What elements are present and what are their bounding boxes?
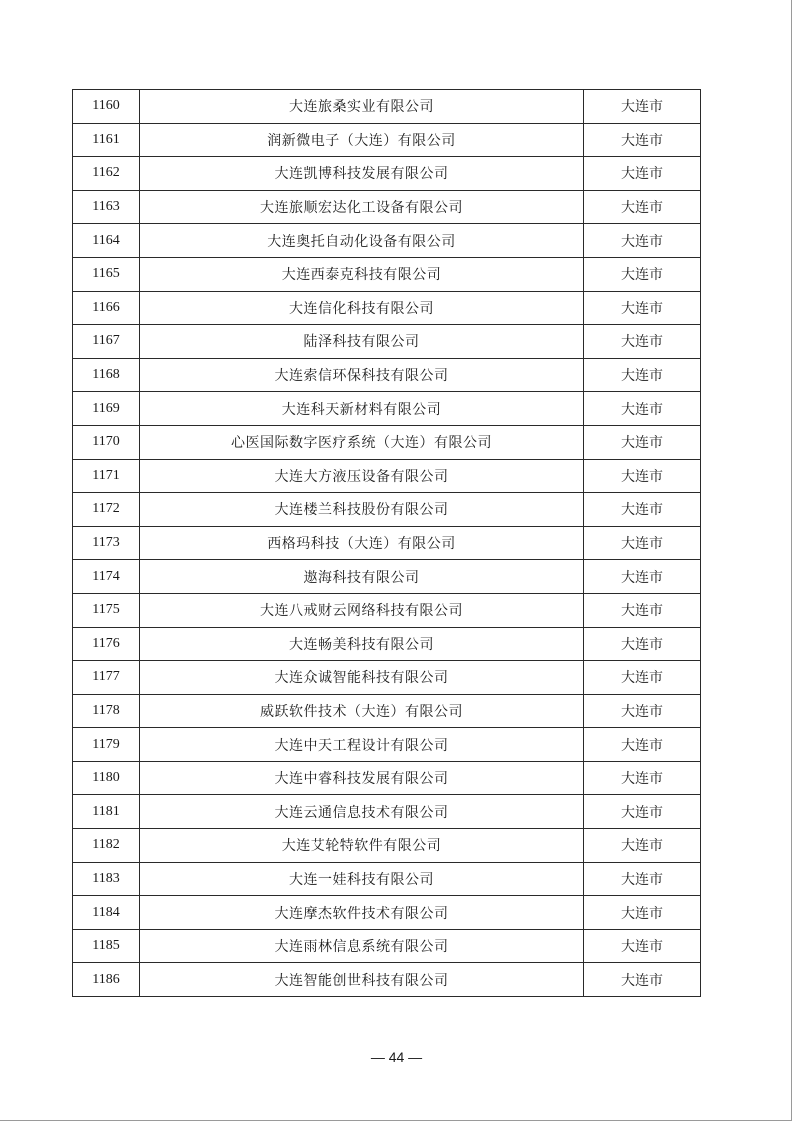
city-cell: 大连市 <box>584 325 701 359</box>
row-number-cell: 1182 <box>73 829 140 863</box>
company-name-cell: 西格玛科技（大连）有限公司 <box>140 526 584 560</box>
city-cell: 大连市 <box>584 963 701 997</box>
row-number-cell: 1181 <box>73 795 140 829</box>
table-row <box>73 358 701 392</box>
table-row <box>73 661 701 695</box>
company-name-cell: 遨海科技有限公司 <box>140 560 584 594</box>
row-number-cell: 1160 <box>73 90 140 124</box>
table-row <box>73 593 701 627</box>
table-row <box>73 392 701 426</box>
row-number-cell: 1161 <box>73 123 140 157</box>
row-number-cell: 1176 <box>73 627 140 661</box>
company-name-cell: 大连大方液压设备有限公司 <box>140 459 584 493</box>
company-name-cell: 大连凯博科技发展有限公司 <box>140 157 584 191</box>
company-name-cell: 大连科天新材料有限公司 <box>140 392 584 426</box>
table-row <box>73 425 701 459</box>
city-cell: 大连市 <box>584 728 701 762</box>
company-name-cell: 大连中睿科技发展有限公司 <box>140 761 584 795</box>
company-name-cell: 大连中天工程设计有限公司 <box>140 728 584 762</box>
city-cell: 大连市 <box>584 190 701 224</box>
table-row <box>73 795 701 829</box>
row-number-cell: 1185 <box>73 929 140 963</box>
row-number-cell: 1170 <box>73 425 140 459</box>
company-name-cell: 大连云通信息技术有限公司 <box>140 795 584 829</box>
row-number-cell: 1171 <box>73 459 140 493</box>
city-cell: 大连市 <box>584 661 701 695</box>
table-row <box>73 493 701 527</box>
company-name-cell: 大连八戒财云网络科技有限公司 <box>140 593 584 627</box>
company-name-cell: 大连楼兰科技股份有限公司 <box>140 493 584 527</box>
table-row <box>73 325 701 359</box>
page-number: — 44 — <box>370 1049 423 1065</box>
company-name-cell: 陆泽科技有限公司 <box>140 325 584 359</box>
city-cell: 大连市 <box>584 257 701 291</box>
row-number-cell: 1167 <box>73 325 140 359</box>
row-number-cell: 1180 <box>73 761 140 795</box>
row-number-cell: 1166 <box>73 291 140 325</box>
table-row <box>73 761 701 795</box>
city-cell: 大连市 <box>584 560 701 594</box>
table-row <box>73 157 701 191</box>
row-number-cell: 1186 <box>73 963 140 997</box>
company-name-cell: 大连艾轮特软件有限公司 <box>140 829 584 863</box>
city-cell: 大连市 <box>584 224 701 258</box>
row-number-cell: 1162 <box>73 157 140 191</box>
city-cell: 大连市 <box>584 862 701 896</box>
table-row <box>73 694 701 728</box>
company-name-cell: 大连索信环保科技有限公司 <box>140 358 584 392</box>
table-body <box>73 90 701 997</box>
city-cell: 大连市 <box>584 896 701 930</box>
row-number-cell: 1183 <box>73 862 140 896</box>
company-name-cell: 大连摩杰软件技术有限公司 <box>140 896 584 930</box>
row-number-cell: 1168 <box>73 358 140 392</box>
company-name-cell: 大连旅桑实业有限公司 <box>140 90 584 124</box>
row-number-cell: 1174 <box>73 560 140 594</box>
row-number-cell: 1164 <box>73 224 140 258</box>
row-number-cell: 1184 <box>73 896 140 930</box>
table-row <box>73 829 701 863</box>
table-row <box>73 224 701 258</box>
table-row <box>73 257 701 291</box>
table-row <box>73 560 701 594</box>
city-cell: 大连市 <box>584 358 701 392</box>
row-number-cell: 1163 <box>73 190 140 224</box>
company-name-cell: 大连奥托自动化设备有限公司 <box>140 224 584 258</box>
city-cell: 大连市 <box>584 123 701 157</box>
city-cell: 大连市 <box>584 493 701 527</box>
company-name-cell: 大连畅美科技有限公司 <box>140 627 584 661</box>
row-number-cell: 1177 <box>73 661 140 695</box>
city-cell: 大连市 <box>584 425 701 459</box>
company-name-cell: 大连西泰克科技有限公司 <box>140 257 584 291</box>
city-cell: 大连市 <box>584 90 701 124</box>
table-row <box>73 862 701 896</box>
company-name-cell: 威跃软件技术（大连）有限公司 <box>140 694 584 728</box>
row-number-cell: 1178 <box>73 694 140 728</box>
table-row <box>73 291 701 325</box>
company-name-cell: 大连智能创世科技有限公司 <box>140 963 584 997</box>
city-cell: 大连市 <box>584 829 701 863</box>
company-name-cell: 大连旅顺宏达化工设备有限公司 <box>140 190 584 224</box>
city-cell: 大连市 <box>584 157 701 191</box>
city-cell: 大连市 <box>584 694 701 728</box>
table-row <box>73 627 701 661</box>
city-cell: 大连市 <box>584 526 701 560</box>
table-row <box>73 90 701 124</box>
table-row <box>73 190 701 224</box>
company-name-cell: 心医国际数字医疗系统（大连）有限公司 <box>140 425 584 459</box>
row-number-cell: 1172 <box>73 493 140 527</box>
row-number-cell: 1165 <box>73 257 140 291</box>
city-cell: 大连市 <box>584 627 701 661</box>
company-name-cell: 大连雨林信息系统有限公司 <box>140 929 584 963</box>
table-row <box>73 896 701 930</box>
company-name-cell: 大连信化科技有限公司 <box>140 291 584 325</box>
company-name-cell: 润新微电子（大连）有限公司 <box>140 123 584 157</box>
table-row <box>73 929 701 963</box>
company-name-cell: 大连众诚智能科技有限公司 <box>140 661 584 695</box>
table-row <box>73 963 701 997</box>
row-number-cell: 1175 <box>73 593 140 627</box>
row-number-cell: 1169 <box>73 392 140 426</box>
company-list-table <box>72 89 701 997</box>
table-row <box>73 459 701 493</box>
row-number-cell: 1173 <box>73 526 140 560</box>
city-cell: 大连市 <box>584 929 701 963</box>
city-cell: 大连市 <box>584 392 701 426</box>
city-cell: 大连市 <box>584 761 701 795</box>
city-cell: 大连市 <box>584 795 701 829</box>
row-number-cell: 1179 <box>73 728 140 762</box>
table-row <box>73 728 701 762</box>
city-cell: 大连市 <box>584 459 701 493</box>
table-row <box>73 123 701 157</box>
table-row <box>73 526 701 560</box>
city-cell: 大连市 <box>584 593 701 627</box>
company-name-cell: 大连一娃科技有限公司 <box>140 862 584 896</box>
city-cell: 大连市 <box>584 291 701 325</box>
